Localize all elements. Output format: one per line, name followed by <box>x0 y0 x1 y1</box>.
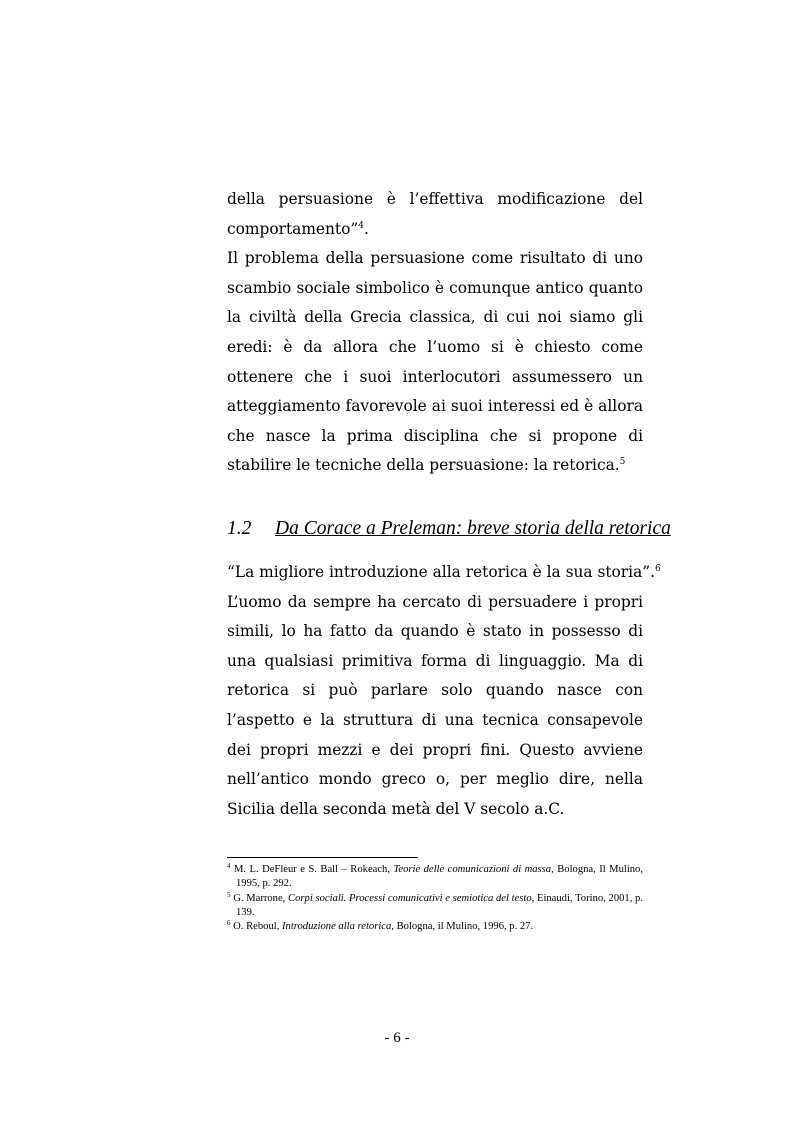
footnote-separator <box>227 857 418 858</box>
body-text-top <box>227 185 643 481</box>
footnotes <box>227 863 643 934</box>
footnote-ref[interactable]: 4 <box>358 220 364 231</box>
footnote: $^4$ M. L. DeFleur e S. Ball – Rokeach, Teorie delle comunicazioni di massa, Bologna, Il Mulino, 1995, p. 292. <box>227 862 644 890</box>
section-title: Da Corace a Preleman: breve storia della retorica <box>275 518 671 539</box>
quote-paragraph: “La migliore introduzione alla retorica è la sua storia”.$^6$ <box>227 563 661 581</box>
footnote: $^6$ O. Reboul, Introduzione alla retorica, Bologna, il Mulino, 1996, p. 27. <box>227 919 534 933</box>
footnote-ref[interactable]: 5 <box>619 457 626 468</box>
body-text-bottom <box>227 558 661 824</box>
footnote: $^5$ G. Marrone, Corpi sociali. Processi comunicativi e semiotica del testo, Einaudi, Torino, 2001, p. 139. <box>227 890 644 918</box>
page-number: - 6 - <box>384 1030 410 1046</box>
paragraph: della persuasione è l’effettiva modificazione del comportamento”$^4$. <box>227 190 643 238</box>
paragraph: Il problema della persuasione come risultato di uno scambio sociale simbolico è comunque antico quanto la civiltà della Grecia classica, di cui noi siamo gli eredi: è da allora che l’uomo si è chiesto come ottenere che i suoi interlocutori assumessero un atteggiamento favorevole ai suoi interessi ed è allora che nasce la prima disciplina che si propone di stabilire le tecniche della persuasione: la retorica.$^5$ <box>227 249 643 475</box>
section-number: 1.2 <box>227 518 252 539</box>
paragraph: L’uomo da sempre ha cercato di persuadere i propri simili, lo ha fatto da quando è stato in possesso di una qualsiasi primitiva forma di linguaggio. Ma di retorica si può parlare solo quando nasce con l’aspetto e la struttura di una tecnica consapevole dei propri mezzi e dei propri fini. Questo avviene nell’antico mondo greco o, per meglio dire, nella Sicilia della seconda metà del V secolo a.C. <box>227 592 643 818</box>
section-heading <box>227 514 671 546</box>
footnote-ref[interactable]: 6 <box>655 564 661 574</box>
